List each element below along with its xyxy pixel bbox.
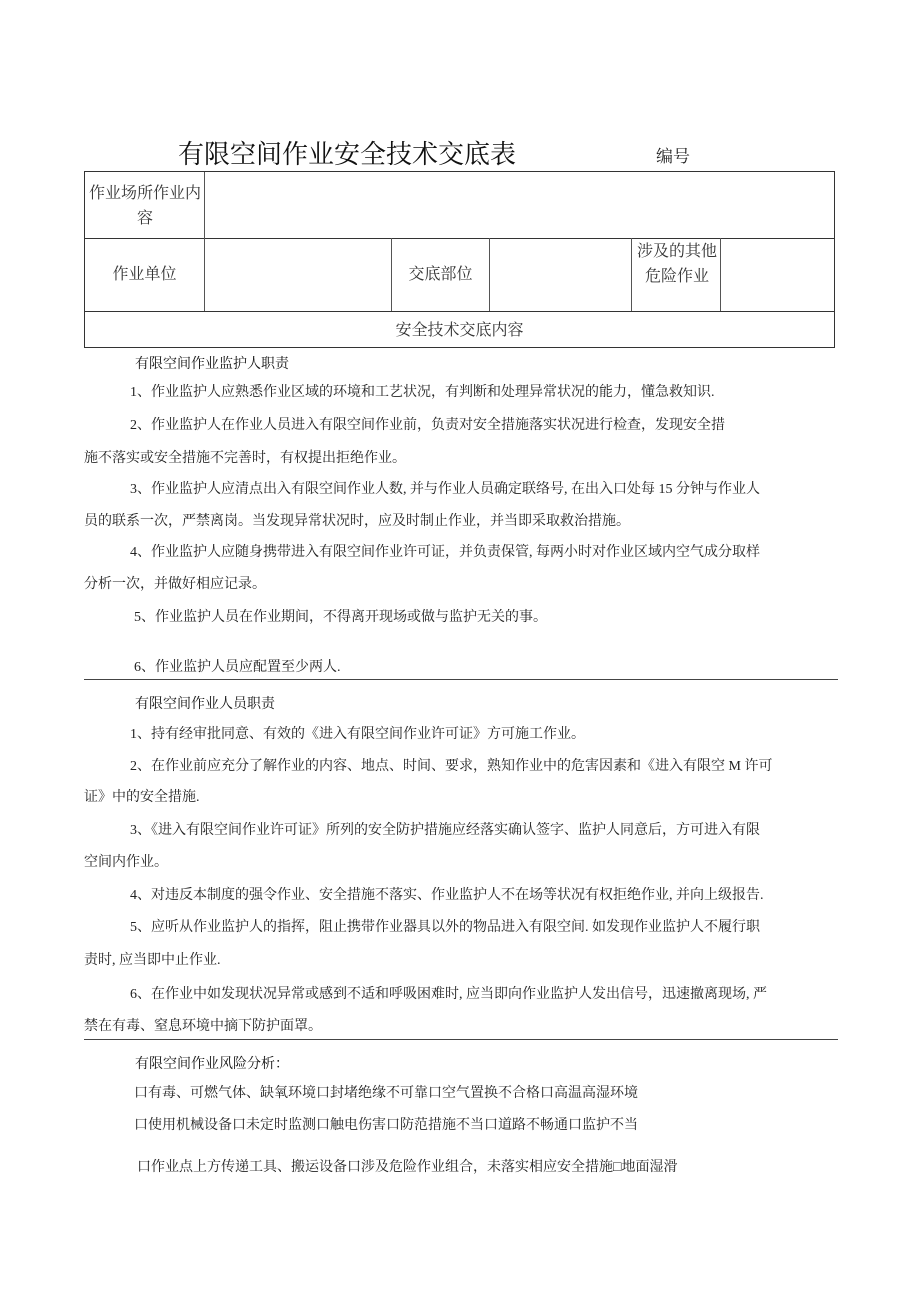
section-divider: [84, 679, 838, 680]
guardian-line: 分析一次，并做好相应记录。: [84, 577, 266, 592]
worker-line: 1、持有经审批同意、有效的《进入有限空间作业许可证》方可施工作业。: [130, 727, 585, 742]
worker-line: 责时, 应当即中止作业.: [84, 953, 221, 968]
guardian-line: 5、作业监护人员在作业期间，不得离开现场或做与监护无关的事。: [134, 610, 547, 625]
worker-line: 禁在有毒、窒息环境中摘下防护面罩。: [84, 1019, 322, 1034]
content-label: 安全技术交底内容: [395, 322, 524, 339]
guardian-line: 施不落实或安全措施不完善时，有权提出拒绝作业。: [84, 451, 406, 466]
risk-line: 口使用机械设备口未定时监测口触电伤害口防范措施不当口道路不畅通口监护不当: [134, 1118, 638, 1133]
worker-line: 空间内作业。: [84, 855, 168, 870]
other-danger-field[interactable]: [721, 239, 835, 311]
table-divider: [85, 311, 834, 312]
guardian-line: 1、作业监护人应熟悉作业区域的环境和工艺状况，有判断和处理异常状况的能力，懂急救知识.: [130, 385, 715, 400]
worker-line: 2、在作业前应充分了解作业的内容、地点、时间、要求，熟知作业中的危害因素和《进入有限空 M 许可: [130, 759, 773, 774]
guardian-line: 员的联系一次，严禁离岗。当发现异常状况时，应及时制止作业，并当即采取救治措施。: [84, 514, 630, 529]
worker-line: 3、《进入有限空间作业许可证》所列的安全防护措施应经落实确认签字、监护人同意后，方可进入有限: [130, 823, 760, 838]
guardian-line: 3、作业监护人应清点出入有限空间作业人数, 并与作业人员确定联络号, 在出入口处每 15 分钟与作业人: [130, 482, 760, 497]
code-label: 编号: [656, 147, 690, 166]
unit-label: 作业单位: [112, 266, 177, 283]
risk-line: 口作业点上方传递工具、搬运设备口涉及危险作业组合，未落实相应安全措施□地面湿滑: [137, 1160, 678, 1175]
part-label: 交底部位: [408, 266, 473, 283]
guardian-line: 4、作业监护人应随身携带进入有限空间作业许可证，并负责保管, 每两小时对作业区域内空气成分取样: [130, 545, 760, 560]
worker-line: 证》中的安全措施.: [84, 790, 200, 805]
table-divider: [631, 238, 632, 311]
guardian-line: 6、作业监护人员应配置至少两人.: [134, 660, 341, 675]
guardian-heading: 有限空间作业监护人职责: [135, 355, 289, 371]
other-danger-label: 涉及的其他危险作业: [636, 243, 717, 285]
part-field[interactable]: [490, 239, 631, 311]
guardian-line: 2、作业监护人在作业人员进入有限空间作业前，负责对安全措施落实状况进行检查，发现安全措: [130, 418, 725, 433]
info-table: [84, 171, 835, 348]
unit-field[interactable]: [205, 239, 391, 311]
place-field[interactable]: [205, 172, 835, 238]
risk-line: 口有毒、可燃气体、缺氧环境口封堵绝缘不可靠口空气置换不合格口高温高湿环境: [134, 1086, 638, 1101]
section-divider: [84, 1039, 838, 1040]
worker-heading: 有限空间作业人员职责: [135, 695, 275, 711]
worker-line: 5、应听从作业监护人的指挥，阻止携带作业器具以外的物品进入有限空间. 如发现作业监护人不履行职: [130, 920, 760, 935]
document-title: 有限空间作业安全技术交底表: [178, 139, 517, 169]
risk-heading: 有限空间作业风险分析：: [135, 1055, 289, 1071]
place-label: 作业场所作业内容: [88, 185, 201, 227]
worker-line: 4、对违反本制度的强令作业、安全措施不落实、作业监护人不在场等状况有权拒绝作业, 并向上级报告.: [130, 888, 764, 903]
worker-line: 6、在作业中如发现状况异常或感到不适和呼吸困难时, 应当即向作业监护人发出信号，迅速撤离现场, 严: [130, 987, 767, 1002]
